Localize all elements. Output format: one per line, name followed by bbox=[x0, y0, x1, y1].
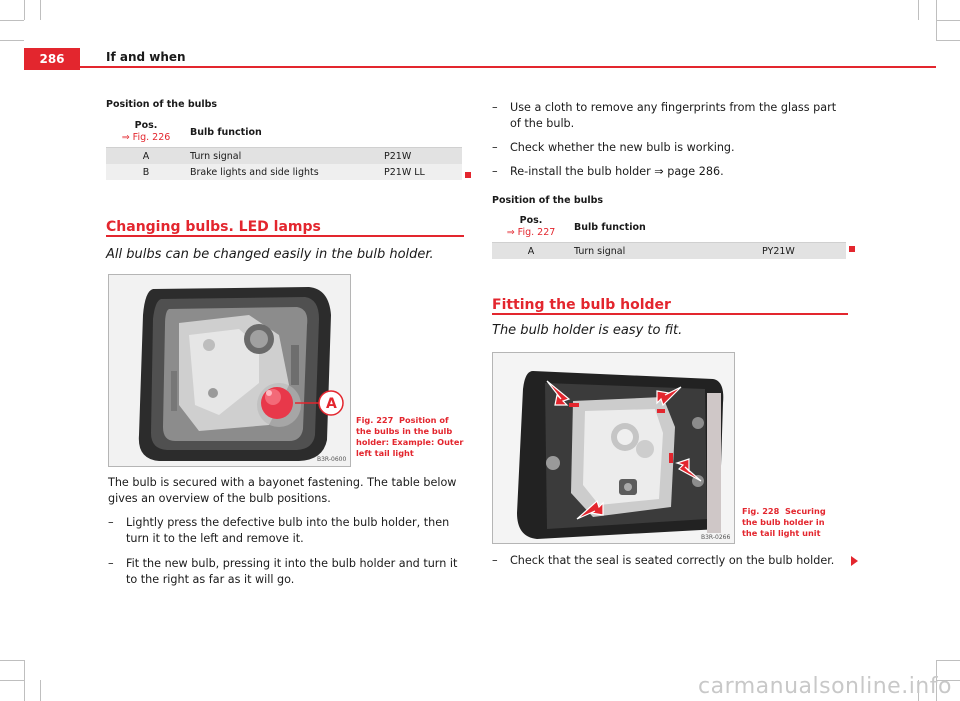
figure-227-bulb-holder-image bbox=[108, 274, 351, 467]
list-item-text: Use a cloth to remove any fingerprints from the glass part of the bulb. bbox=[510, 101, 837, 130]
bullet-dash: – bbox=[492, 554, 498, 567]
table-header-row bbox=[492, 212, 846, 243]
column-header-function: Bulb function bbox=[574, 221, 646, 233]
header-rule bbox=[80, 66, 936, 68]
bulb-table-2 bbox=[492, 212, 846, 259]
cell-pos: A bbox=[492, 243, 570, 260]
figure-reference-link[interactable]: ⇒ Fig. 227 bbox=[506, 227, 556, 238]
crop-mark bbox=[0, 20, 24, 21]
crop-mark bbox=[936, 40, 960, 41]
crop-mark bbox=[40, 680, 41, 701]
page-reference-link[interactable]: Re-install the bulb holder ⇒ page 286. bbox=[510, 165, 724, 178]
figure-label: Fig. 228 bbox=[742, 506, 780, 516]
page-number: 286 bbox=[24, 48, 80, 70]
list-item bbox=[492, 140, 848, 156]
figure-callout-a: A bbox=[326, 396, 337, 412]
list-item bbox=[108, 515, 466, 547]
cell-type: P21W LL bbox=[380, 164, 462, 180]
figure-reference-link[interactable]: ⇒ Fig. 226 bbox=[121, 132, 171, 143]
cell-type: P21W bbox=[380, 148, 462, 165]
crop-mark bbox=[936, 20, 960, 21]
crop-mark bbox=[936, 660, 960, 661]
body-paragraph: The bulb is secured with a bayonet fastening. The table below gives an overview of the bulb positions. bbox=[108, 476, 457, 505]
list-item bbox=[492, 553, 848, 569]
column-header-function: Bulb function bbox=[190, 126, 262, 138]
crop-mark bbox=[936, 0, 937, 40]
crop-mark bbox=[0, 40, 24, 41]
cell-function: Turn signal bbox=[186, 148, 380, 165]
list-item-text: Check whether the new bulb is working. bbox=[510, 141, 735, 154]
figure-caption-text: Securing the bulb holder in the tail light unit bbox=[742, 506, 826, 538]
table2-caption: Position of the bulbs bbox=[492, 195, 604, 206]
bulb-table-1 bbox=[106, 117, 462, 180]
end-of-section-marker bbox=[849, 246, 855, 252]
crop-mark bbox=[40, 0, 41, 20]
pos-label: Pos. bbox=[134, 120, 158, 131]
table1-caption: Position of the bulbs bbox=[106, 99, 218, 110]
table-row bbox=[492, 243, 846, 260]
column-header-pos bbox=[492, 212, 570, 243]
bullet-dash: – bbox=[492, 165, 498, 178]
crop-mark bbox=[918, 0, 919, 20]
list-item bbox=[108, 556, 466, 588]
section-rule bbox=[106, 235, 464, 237]
watermark: carmanualsonline.info bbox=[698, 674, 952, 699]
column-header-pos bbox=[106, 117, 186, 148]
list-item bbox=[492, 100, 848, 132]
cell-pos: A bbox=[106, 148, 186, 165]
cell-type: PY21W bbox=[758, 243, 846, 260]
bullet-dash: – bbox=[492, 141, 498, 154]
figure-code: B3R-0600 bbox=[317, 456, 347, 463]
figure-227-caption bbox=[356, 415, 466, 459]
list-item-text: Fit the new bulb, pressing it into the bulb holder and turn it to the right as far as it will go. bbox=[126, 557, 458, 586]
crop-mark bbox=[24, 660, 25, 701]
figure-code: B3R-0266 bbox=[701, 534, 731, 541]
column-header-type bbox=[758, 212, 846, 243]
bullet-dash: – bbox=[492, 101, 498, 114]
section-title-led-lamps: Changing bulbs. LED lamps bbox=[106, 219, 321, 235]
figure-228-tail-light-image bbox=[492, 352, 735, 544]
figure-caption-text: Position of the bulbs in the bulb holder: Example: Outer left tail light bbox=[356, 415, 464, 458]
bullet-dash: – bbox=[108, 557, 114, 570]
section-intro: The bulb holder is easy to fit. bbox=[492, 323, 683, 338]
bullet-dash: – bbox=[108, 516, 114, 529]
cell-pos: B bbox=[106, 164, 186, 180]
crop-mark bbox=[0, 660, 24, 661]
chapter-title: If and when bbox=[106, 50, 186, 64]
table-header-row bbox=[106, 117, 462, 148]
list-item bbox=[492, 164, 848, 180]
list-item-text: Check that the seal is seated correctly on the bulb holder. bbox=[510, 554, 835, 567]
column-header-type bbox=[380, 117, 462, 148]
cell-function: Brake lights and side lights bbox=[186, 164, 380, 180]
cell-function: Turn signal bbox=[570, 243, 758, 260]
figure-228-caption bbox=[742, 506, 838, 539]
crop-mark bbox=[0, 680, 24, 681]
section-rule bbox=[492, 313, 848, 315]
continue-arrow-icon bbox=[851, 556, 858, 566]
section-intro: All bulbs can be changed easily in the bulb holder. bbox=[106, 247, 434, 262]
section-title-fitting: Fitting the bulb holder bbox=[492, 297, 671, 313]
crop-mark bbox=[24, 0, 25, 20]
list-item-text: Lightly press the defective bulb into the bulb holder, then turn it to the left and remove it. bbox=[126, 516, 450, 545]
table-row bbox=[106, 148, 462, 165]
pos-label: Pos. bbox=[519, 215, 543, 226]
end-of-section-marker bbox=[465, 172, 471, 178]
table-row bbox=[106, 164, 462, 180]
figure-label: Fig. 227 bbox=[356, 415, 394, 425]
